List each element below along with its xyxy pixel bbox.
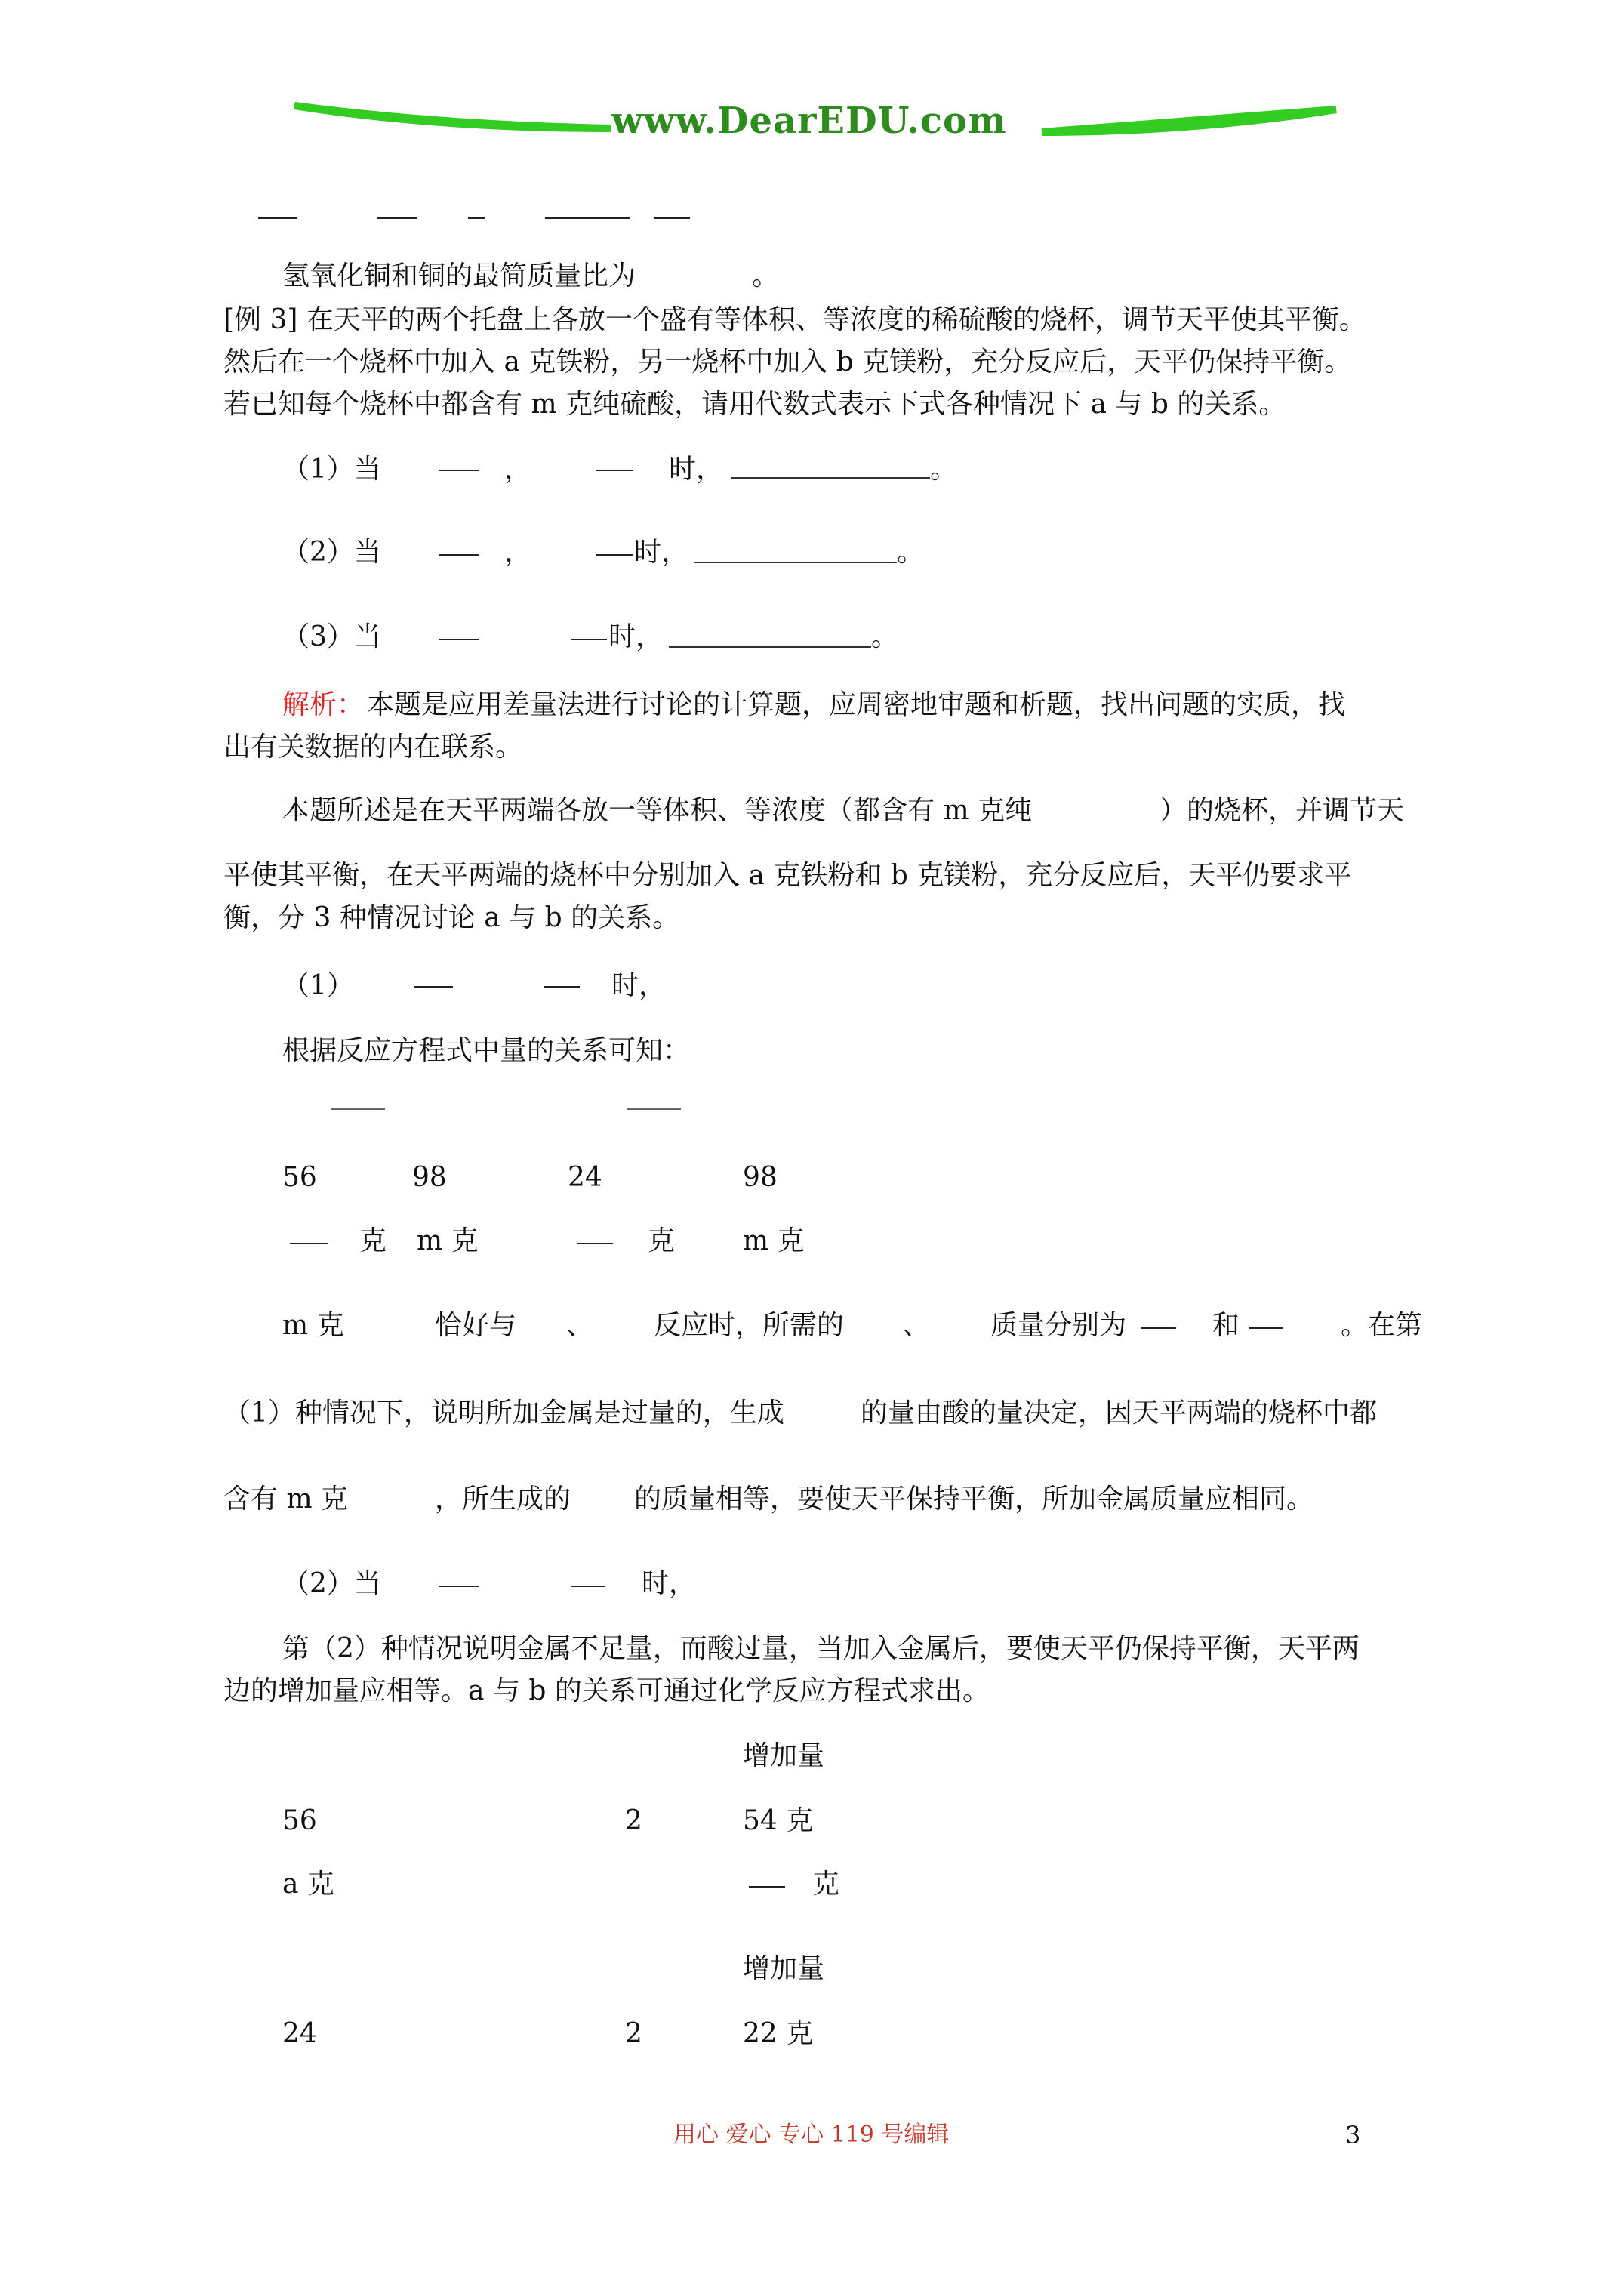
text-line: 时，	[642, 1568, 697, 1599]
value-label: m 克	[743, 1225, 805, 1256]
text-line: 的量由酸的量决定，因天平两端的烧杯中都	[861, 1398, 1378, 1428]
text-line: 。	[930, 454, 958, 485]
text-line: ）的烧杯，并调节天	[1160, 795, 1405, 826]
fraction-dash	[749, 1886, 785, 1888]
footer-text: 用心 爱心 专心 119 号编辑	[673, 2122, 950, 2148]
case-label: （2）当	[282, 1568, 381, 1599]
text-line: （1）种情况下，说明所加金属是过量的，生成	[223, 1398, 784, 1428]
text-line: 恰好与	[435, 1310, 517, 1341]
text-line: 边的增加量应相等。a 与 b 的关系可通过化学反应方程式求出。	[223, 1675, 990, 1706]
formula-dash	[468, 217, 485, 219]
text-line: 。	[871, 621, 899, 652]
value-label: 24	[568, 1162, 602, 1193]
value-label: 增加量	[743, 1740, 825, 1771]
text-line: 衡，分 3 种情况讨论 a 与 b 的关系。	[223, 902, 680, 933]
fraction-dash	[439, 470, 479, 471]
value-label: 2	[625, 2018, 642, 2049]
fraction-dash	[544, 986, 580, 988]
fraction-dash	[290, 1243, 328, 1244]
fraction-dash	[596, 554, 633, 556]
question-label: （1）当	[282, 454, 381, 485]
fraction-dash	[571, 639, 607, 640]
value-label: 克	[648, 1225, 676, 1256]
text-line: 时，	[611, 970, 667, 1001]
analysis-label: 解析：	[282, 689, 365, 720]
text-line: 时，	[669, 454, 724, 485]
text-line: 出有关数据的内在联系。	[223, 732, 523, 763]
text-line: 反应时，所需的	[654, 1310, 845, 1341]
fraction-dash	[414, 986, 453, 988]
value-label: 56	[282, 1162, 317, 1193]
case-label: （1）	[282, 970, 354, 1001]
value-label: 98	[743, 1162, 778, 1193]
text-line: ，	[504, 454, 532, 485]
answer-blank[interactable]	[694, 562, 897, 563]
value-label: 22 克	[743, 2018, 814, 2049]
text-line: 本题所述是在天平两端各放一等体积、等浓度（都含有 m 克纯	[282, 795, 1033, 826]
formula-dash	[654, 217, 690, 219]
header-logo	[287, 91, 1344, 159]
fraction-dash	[439, 639, 479, 640]
formula-dash	[545, 217, 630, 219]
fraction-dash	[577, 1243, 613, 1244]
value-label: 2	[625, 1805, 642, 1836]
text-line: 平使其平衡，在天平两端的烧杯中分别加入 a 克铁粉和 b 克镁粉，充分反应后，天平仍要求平	[223, 860, 1352, 891]
text-line: 然后在一个烧杯中加入 a 克铁粉，另一烧杯中加入 b 克镁粉，充分反应后，天平仍保持平衡。	[223, 347, 1352, 378]
fraction-dash	[439, 1586, 479, 1587]
value-label: m 克	[417, 1225, 479, 1256]
value-label: 54 克	[743, 1805, 814, 1836]
text-line: 根据反应方程式中量的关系可知：	[282, 1035, 691, 1066]
text-line: 、	[903, 1310, 931, 1341]
value-label: 56	[282, 1805, 317, 1836]
equation-dash	[627, 1108, 681, 1110]
logo-swoosh-right	[1042, 109, 1336, 132]
equation-dash	[331, 1108, 385, 1110]
fraction-dash	[1141, 1327, 1176, 1329]
formula-dash	[377, 217, 417, 219]
fraction-dash	[571, 1586, 605, 1587]
text-line: 和	[1212, 1310, 1240, 1341]
value-label: 克	[812, 1869, 840, 1900]
value-label: a 克	[282, 1869, 334, 1900]
text-line: 氢氧化铜和铜的最简质量比为	[282, 260, 636, 291]
text-line: 第（2）种情况说明金属不足量，而酸过量，当加入金属后，要使天平仍保持平衡，天平两	[282, 1633, 1360, 1664]
answer-blank[interactable]	[731, 477, 930, 479]
logo-text: www.DearEDU.com	[611, 100, 1007, 142]
value-label: 增加量	[743, 1953, 825, 1984]
text-line: 时，	[608, 621, 664, 652]
question-label: （2）当	[282, 537, 381, 568]
fraction-dash	[596, 470, 633, 471]
text-line: ，所生成的	[435, 1484, 571, 1515]
value-label: 98	[412, 1162, 447, 1193]
formula-dash	[258, 217, 297, 219]
text-line: 含有 m 克	[223, 1484, 349, 1515]
text-line: ，	[504, 537, 532, 568]
value-label: 克	[359, 1225, 387, 1256]
fraction-dash	[1249, 1327, 1283, 1329]
answer-blank[interactable]	[669, 646, 871, 648]
value-label: 24	[282, 2018, 317, 2049]
fraction-dash	[439, 554, 479, 556]
logo-swoosh-left	[294, 106, 611, 128]
text-line: 质量分别为	[990, 1310, 1127, 1341]
example-heading: [例 3] 在天平的两个托盘上各放一个盛有等体积、等浓度的稀硫酸的烧杯，调节天平使其平衡。	[223, 304, 1366, 335]
text-line: m 克	[282, 1310, 344, 1341]
text-line: 本题是应用差量法进行讨论的计算题，应周密地审题和析题，找出问题的实质，找	[367, 689, 1346, 720]
text-line: 。在第	[1341, 1310, 1423, 1341]
question-label: （3）当	[282, 621, 381, 652]
page-number: 3	[1345, 2121, 1361, 2150]
text-line: 。	[752, 260, 780, 291]
text-line: 若已知每个烧杯中都含有 m 克纯硫酸，请用代数式表示下式各种情况下 a 与 b 的关系。	[223, 389, 1286, 420]
text-line: 、	[566, 1310, 594, 1341]
text-line: 。	[897, 537, 925, 568]
text-line: 的质量相等，要使天平保持平衡，所加金属质量应相同。	[634, 1484, 1314, 1515]
text-line: 时，	[634, 537, 689, 568]
